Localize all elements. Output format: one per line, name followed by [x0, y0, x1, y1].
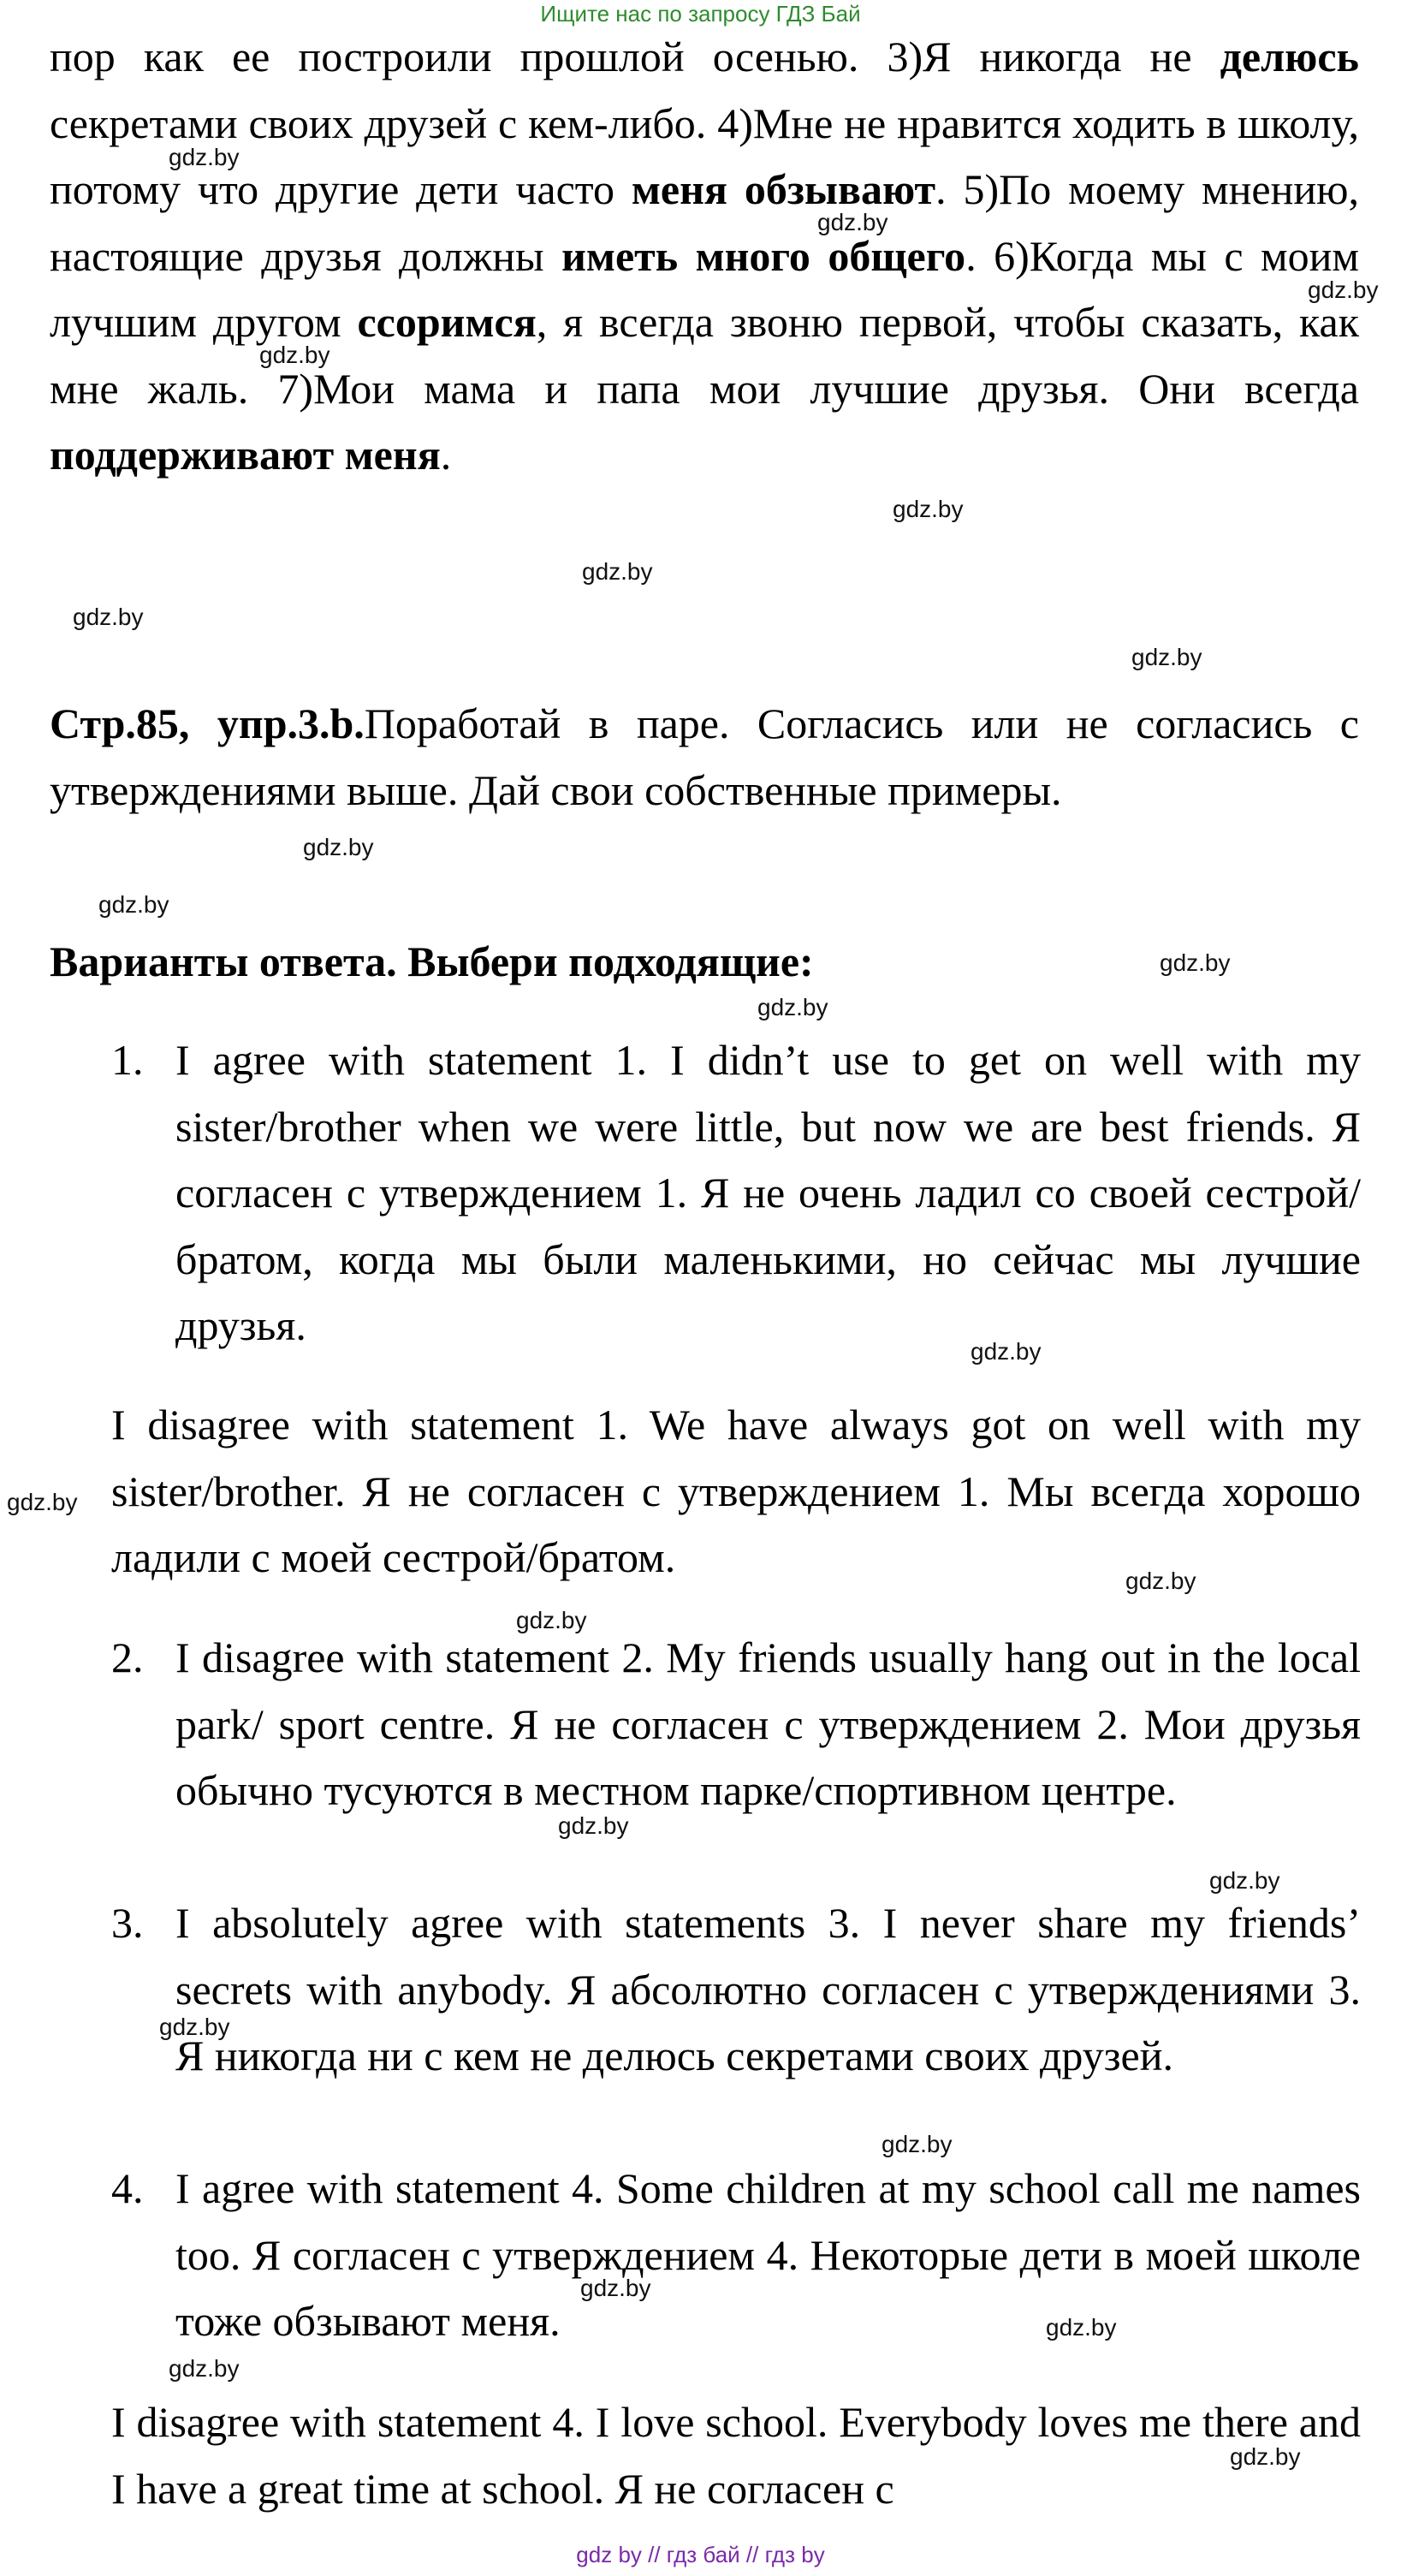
bold-phrase: поддерживают меня: [50, 431, 441, 479]
answer-alternative-1: I disagree with statement 1. We have always got on well with my sister/brother. Я не согласен с утверждением 1. Мы всегда хорошо ладили с моей сестрой/братом.: [111, 1401, 1361, 1581]
item-number: 3.: [111, 1899, 144, 1947]
watermark: gdz.by: [582, 558, 653, 585]
task-paragraph: [50, 691, 1359, 824]
watermark: gdz.by: [159, 2014, 230, 2040]
watermark: gdz.by: [1046, 2314, 1117, 2341]
bold-phrase: ссоримся: [357, 298, 537, 346]
item-text: I agree with statement 4. Some children at my school call me names too. Я согласен с утверждением 4. Некоторые дети в моей школе тоже обзывают меня.: [175, 2164, 1361, 2345]
watermark: gdz.by: [1209, 1867, 1280, 1894]
watermark: gdz.by: [971, 1338, 1042, 1365]
footer-banner[interactable]: gdz by // гдз бай // гдз by: [576, 2542, 825, 2567]
watermark: gdz.by: [1230, 2443, 1301, 2470]
watermark: gdz.by: [893, 496, 964, 522]
watermark: gdz.by: [558, 1812, 629, 1839]
watermark: gdz.by: [882, 2131, 953, 2157]
watermark: gdz.by: [98, 891, 169, 918]
answer-item-3: [111, 1890, 1361, 2090]
watermark: gdz.by: [757, 994, 828, 1020]
bold-phrase: меня обзывают: [631, 165, 936, 213]
item-text: I absolutely agree with statements 3. I never share my friends’ secrets with anybody. Я абсолютно согласен с утверждениями 3. Я никогда ни с кем не делюсь секретами своих друзей.: [175, 1899, 1361, 2079]
item-number: 2.: [111, 1633, 144, 1681]
answer-item-4: [111, 2156, 1361, 2355]
task-reference: Стр.85, упр.3.b.: [50, 699, 365, 747]
watermark: gdz.by: [7, 1489, 78, 1515]
intro-paragraph: пор как ее построили прошлой осенью. 3)Я никогда не делюсь секретами своих друзей с кем-либо. 4)Мне не нравится ходить в школу, потому что другие дети часто меня обзывают. 5)По моему мнению, настоящие друзья должны иметь много общего. 6)Когда мы с моим лучшим другом ссоримся, я всегда звоню первой, чтобы сказать, как мне жаль. 7)Мои мама и папа мои лучшие друзья. Они всегда поддерживают меня.: [50, 33, 1360, 479]
watermark: gdz.by: [169, 144, 240, 170]
answer-item-1: [111, 1027, 1361, 1359]
answers-heading: Варианты ответа. Выбери подходящие:: [50, 937, 814, 985]
item-text: I disagree with statement 2. My friends usually hang out in the local park/ sport centre. Я не согласен с утверждением 2. Мои друзья обычно тусуются в местном парке/спортивном центре.: [175, 1633, 1361, 1814]
task-text: Поработай в паре. Согласись или не согласись с утверждениями выше. Дай свои собственные примеры.: [50, 699, 1359, 814]
watermark: gdz.by: [259, 342, 330, 368]
bold-phrase: иметь много общего: [561, 231, 966, 280]
watermark: gdz.by: [169, 2355, 240, 2382]
item-number: 1.: [111, 1036, 144, 1084]
watermark: gdz.by: [1160, 949, 1231, 976]
bold-phrase: делюсь: [1220, 33, 1359, 80]
watermark: gdz.by: [303, 834, 374, 860]
header-banner[interactable]: Ищите нас по запросу ГДЗ Бай: [540, 1, 861, 27]
watermark: gdz.by: [516, 1607, 587, 1633]
answer-alternative-4: I disagree with statement 4. I love school. Everybody loves me there and I have a great time at school. Я не согласен с: [111, 2398, 1361, 2513]
watermark: gdz.by: [580, 2275, 651, 2301]
item-number: 4.: [111, 2164, 144, 2212]
item-text: I agree with statement 1. I didn’t use to get on well with my sister/brother when we were little, but now we are best friends. Я согласен с утверждением 1. Я не очень ладил со своей сестрой/братом, когда мы были маленькими, но сейчас мы лучшие друзья.: [175, 1036, 1361, 1349]
watermark: gdz.by: [817, 209, 888, 235]
watermark: gdz.by: [1131, 644, 1202, 670]
watermark: gdz.by: [1125, 1568, 1196, 1594]
watermark: gdz.by: [73, 604, 144, 630]
answer-item-2: [111, 1625, 1361, 1824]
watermark: gdz.by: [1308, 277, 1379, 303]
